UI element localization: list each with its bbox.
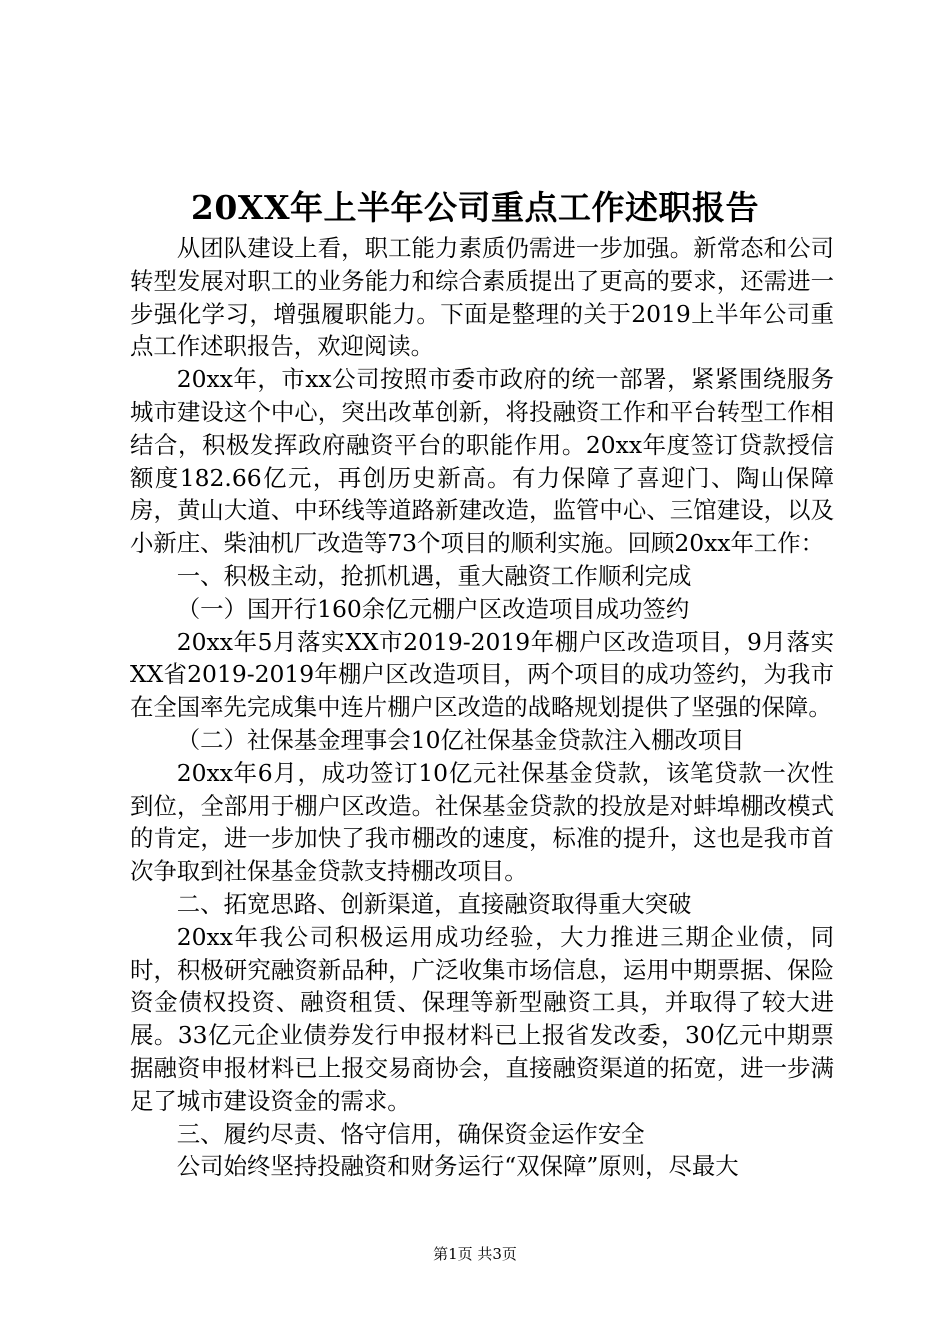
section-heading-2: 二、拓宽思路、创新渠道，直接融资取得重大突破: [176, 889, 692, 918]
paragraph-1-1: 20xx年5月落实XX市2019-2019年棚户区改造项目，9月落实XX省2019-2019年棚户区改造项目，两个项目的成功签约，为我市在全国率先完成集中连片棚户区改造的战略规划提供了坚强的保障。: [130, 627, 834, 722]
paragraph-3: 公司始终坚持投融资和财务运行“双保障”原则，尽最大: [176, 1152, 739, 1181]
paragraph-overview: 20xx年，市xx公司按照市委市政府的统一部署，紧紧围绕服务城市建设这个中心，突出改革创新，将投融资工作和平台转型工作相结合，积极发挥政府融资平台的职能作用。20xx年度签订贷款授信额度182.66亿元，再创历史新高。有力保障了喜迎门、陶山保障房，黄山大道、中环线等道路新建改造，监管中心、三馆建设，以及小新庄、柴油机厂改造等73个项目的顺利实施。回顾20xx年工作：: [130, 365, 834, 558]
subsection-heading-1-1: （一）国开行160余亿元棚户区改造项目成功签约: [176, 594, 690, 623]
document-title: 20XX年上半年公司重点工作述职报告: [190, 188, 760, 227]
paragraph-1-2: 20xx年6月，成功签订10亿元社保基金贷款，该笔贷款一次性到位，全部用于棚户区改造。社保基金贷款的投放是对蚌埠棚改模式的肯定，进一步加快了我市棚改的速度，标准的提升，这也是我市首次争取到社保基金贷款支持棚改项目。: [130, 758, 834, 886]
page-footer: 第1页 共3页: [433, 1245, 517, 1263]
subsection-heading-1-2: （二）社保基金理事会10亿社保基金贷款注入棚改项目: [176, 725, 745, 754]
document-body: [130, 232, 834, 1183]
paragraph-intro: 从团队建设上看，职工能力素质仍需进一步加强。新常态和公司转型发展对职工的业务能力和综合素质提出了更高的要求，还需进一步强化学习，增强履职能力。下面是整理的关于2019上半年公司重点工作述职报告，欢迎阅读。: [130, 234, 834, 361]
paragraph-2: 20xx年我公司积极运用成功经验，大力推进三期企业债，同时，积极研究融资新品种，广泛收集市场信息，运用中期票据、保险资金债权投资、融资租赁、保理等新型融资工具，并取得了较大进展。33亿元企业债券发行申报材料已上报省发改委，30亿元中期票据融资申报材料已上报交易商协会，直接融资渠道的拓宽，进一步满足了城市建设资金的需求。: [130, 922, 834, 1115]
section-heading-1: 一、积极主动，抢抓机遇，重大融资工作顺利完成: [176, 561, 692, 590]
section-heading-3: 三、履约尽责、恪守信用，确保资金运作安全: [176, 1119, 645, 1148]
